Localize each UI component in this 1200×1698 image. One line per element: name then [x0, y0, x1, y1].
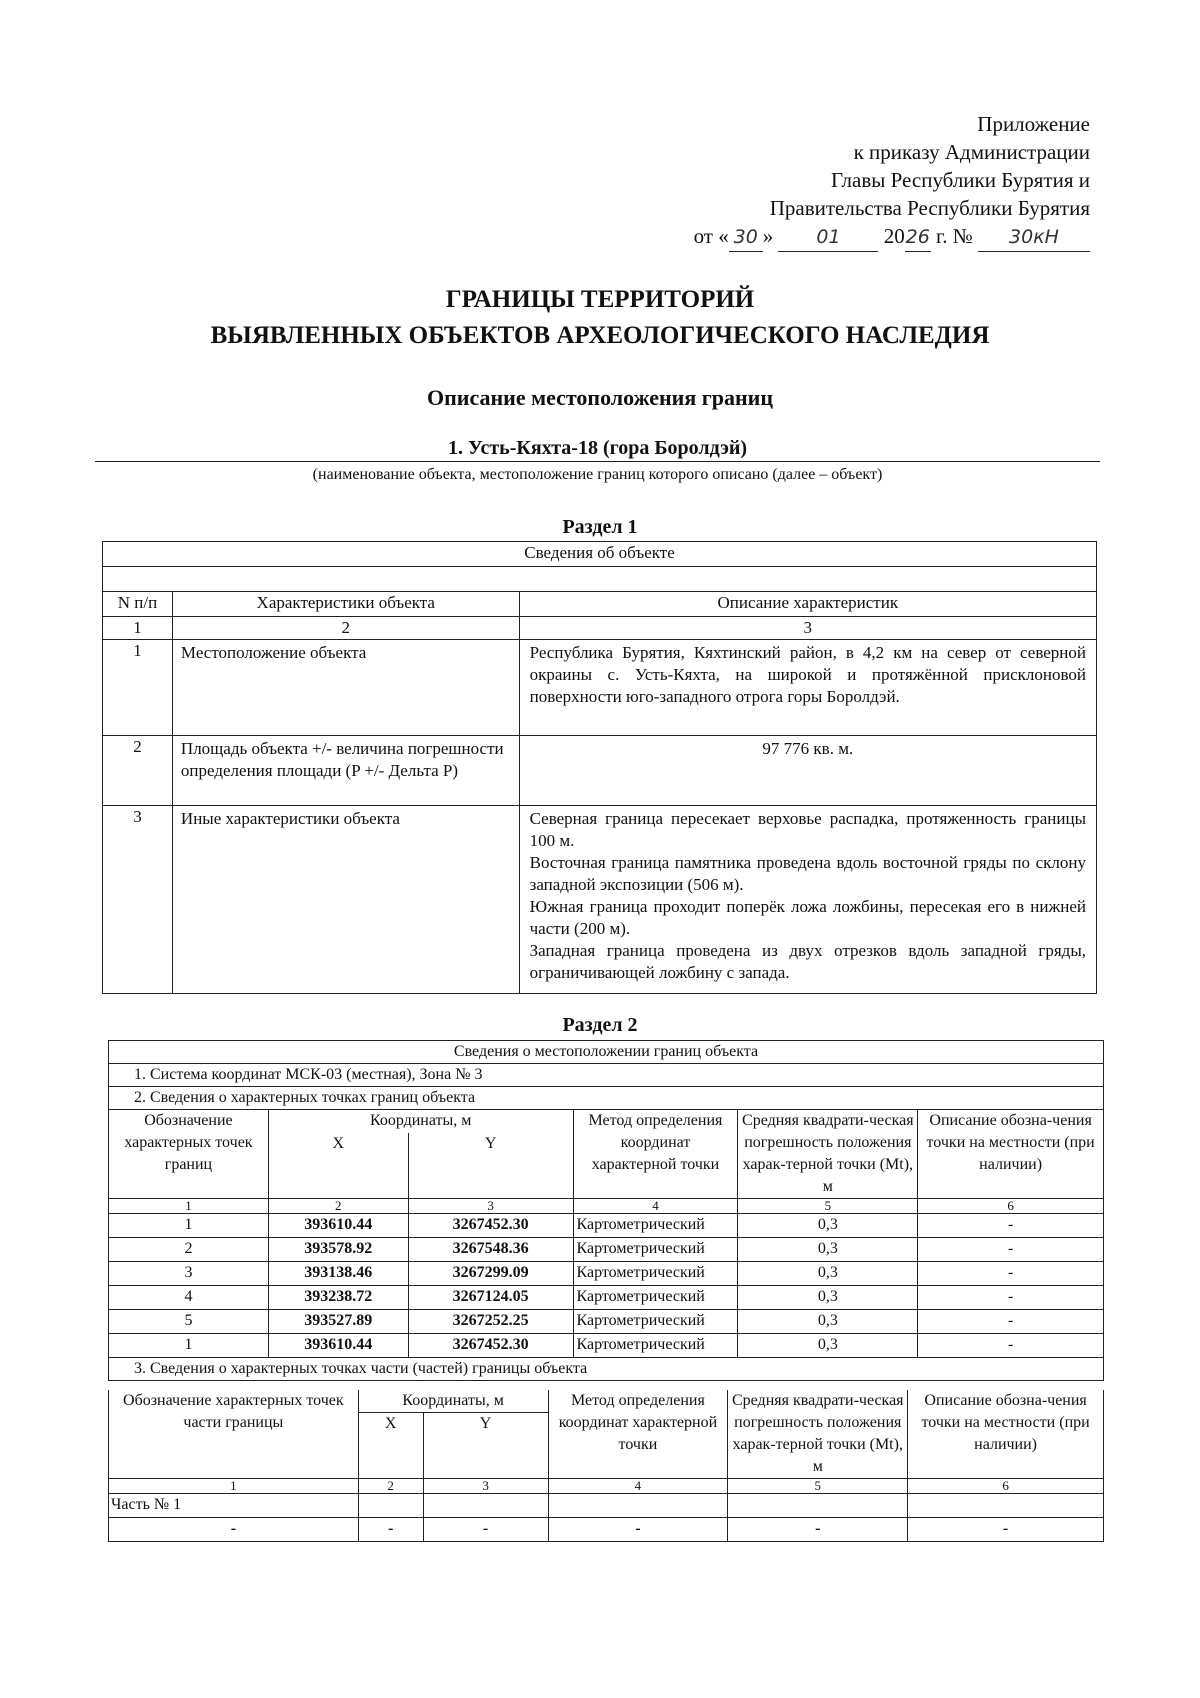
- col-number: 4: [573, 1199, 738, 1214]
- col-number-1: 1: [103, 617, 173, 640]
- table-row: [109, 1238, 1104, 1262]
- table-row: [103, 806, 1097, 994]
- south-boundary-text: Южная граница проходит поперёк ложа ложбины, пересекая его в нижней части (200 м).: [529, 897, 1086, 938]
- point-description: -: [918, 1238, 1104, 1262]
- point-x: 393138.46: [268, 1262, 408, 1286]
- col-header-characteristic: Характеристики объекта: [172, 592, 519, 617]
- order-number: 30кН: [978, 223, 1090, 252]
- point-y: 3267124.05: [408, 1286, 573, 1310]
- part-table: [108, 1390, 1104, 1542]
- point-error: 0,3: [738, 1214, 918, 1238]
- part-col-header-point-description: Описание обозна-чения точки на местности (при наличии): [908, 1390, 1104, 1479]
- date-year-suffix: 26: [905, 223, 931, 252]
- section-1-blank-row: [103, 567, 1097, 592]
- point-y: 3267299.09: [408, 1262, 573, 1286]
- point-x: 393610.44: [268, 1334, 408, 1358]
- part-heading: 3. Сведения о характерных точках части (частей) границы объекта: [109, 1358, 1104, 1381]
- col-header-error: Средняя квадрати-ческая погрешность положения харак-терной точки (Mt), м: [738, 1110, 918, 1199]
- points-heading: 2. Сведения о характерных точках границ объекта: [109, 1087, 1104, 1110]
- point-id: 4: [109, 1286, 269, 1310]
- part-col-header-x: X: [358, 1413, 423, 1479]
- col-number: 2: [268, 1199, 408, 1214]
- coord-system: 1. Система координат МСК-03 (местная), Зона № 3: [109, 1064, 1104, 1087]
- part-cell: -: [423, 1518, 548, 1542]
- point-y: 3267452.30: [408, 1214, 573, 1238]
- appendix-header: [570, 110, 1090, 222]
- point-description: -: [918, 1214, 1104, 1238]
- point-id: 1: [109, 1334, 269, 1358]
- date-number-prefix: г. №: [935, 224, 973, 248]
- point-description: -: [918, 1310, 1104, 1334]
- section-1-caption: Сведения об объекте: [103, 542, 1097, 567]
- part-cell: -: [908, 1518, 1104, 1542]
- date-year-prefix: 20: [883, 224, 905, 248]
- document-title-line-1: ГРАНИЦЫ ТЕРРИТОРИЙ: [445, 286, 755, 313]
- header-line-3: Главы Республики Бурятия и: [831, 168, 1090, 192]
- header-line-1: Приложение: [977, 112, 1090, 136]
- table-row: [109, 1214, 1104, 1238]
- point-method: Картометрический: [573, 1262, 738, 1286]
- row-characteristic: Местоположение объекта: [172, 640, 519, 736]
- date-prefix: от «: [693, 224, 729, 248]
- col-number: 6: [918, 1199, 1104, 1214]
- part-cell: -: [358, 1518, 423, 1542]
- part-cell: -: [548, 1518, 728, 1542]
- point-id: 2: [109, 1238, 269, 1262]
- date-mid: »: [762, 224, 774, 248]
- part-col-header-coords: Координаты, м: [358, 1390, 548, 1413]
- col-header-point-description: Описание обозна-чения точки на местности (при наличии): [918, 1110, 1104, 1199]
- col-number: 1: [109, 1479, 359, 1494]
- date-month: 01: [778, 223, 878, 252]
- point-method: Картометрический: [573, 1238, 738, 1262]
- point-y: 3267252.25: [408, 1310, 573, 1334]
- point-description: -: [918, 1262, 1104, 1286]
- point-error: 0,3: [738, 1334, 918, 1358]
- point-x: 393610.44: [268, 1214, 408, 1238]
- section-1-table: [102, 541, 1097, 994]
- point-method: Картометрический: [573, 1334, 738, 1358]
- col-number: 6: [908, 1479, 1104, 1494]
- north-boundary-text: Северная граница пересекает верховье распадка, протяженность границы 100 м.: [529, 809, 1086, 850]
- table-row: [109, 1262, 1104, 1286]
- point-method: Картометрический: [573, 1310, 738, 1334]
- section-1-label: Раздел 1: [562, 516, 638, 538]
- col-header-method: Метод определения координат характерной точки: [573, 1110, 738, 1199]
- point-error: 0,3: [738, 1238, 918, 1262]
- document-subtitle: Описание местоположения границ: [426, 385, 774, 410]
- point-x: 393527.89: [268, 1310, 408, 1334]
- col-header-designation: Обозначение характерных точек границ: [109, 1110, 269, 1199]
- col-number: 5: [728, 1479, 908, 1494]
- point-y: 3267548.36: [408, 1238, 573, 1262]
- section-2-table: [108, 1040, 1104, 1381]
- row-characteristic: Площадь объекта +/- величина погрешности определения площади (P +/- Дельта P): [172, 736, 519, 806]
- point-description: -: [918, 1286, 1104, 1310]
- table-row: [109, 1286, 1104, 1310]
- row-number: 3: [103, 806, 173, 994]
- row-description: Республика Бурятия, Кяхтинский район, в 4,2 км на север от северной окраины с. Усть-Кяхта, на широкой и протяжённой присклоновой поверхности юго-западного отрога горы Боролдэй.: [519, 640, 1096, 736]
- col-header-x: X: [268, 1133, 408, 1199]
- point-x: 393238.72: [268, 1286, 408, 1310]
- point-x: 393578.92: [268, 1238, 408, 1262]
- table-row: [103, 640, 1097, 736]
- col-header-description: Описание характеристик: [519, 592, 1096, 617]
- col-number-2: 2: [172, 617, 519, 640]
- table-row: [109, 1310, 1104, 1334]
- date-day: 30: [729, 223, 763, 252]
- object-caption: (наименование объекта, местоположение границ которого описано (далее – объект): [312, 466, 883, 483]
- col-header-y: Y: [408, 1133, 573, 1199]
- row-number: 1: [103, 640, 173, 736]
- part-label: Часть № 1: [109, 1494, 359, 1518]
- table-row: [109, 1518, 1104, 1542]
- row-description: [519, 806, 1096, 994]
- object-name: 1. Усть-Кяхта-18 (гора Боролдэй): [95, 437, 1100, 462]
- point-id: 1: [109, 1214, 269, 1238]
- part-cell: -: [109, 1518, 359, 1542]
- point-method: Картометрический: [573, 1286, 738, 1310]
- table-row: [103, 736, 1097, 806]
- col-header-number: N п/п: [103, 592, 173, 617]
- col-number-3: 3: [519, 617, 1096, 640]
- part-col-header-method: Метод определения координат характерной точки: [548, 1390, 728, 1479]
- row-characteristic: Иные характеристики объекта: [172, 806, 519, 994]
- table-row: [109, 1334, 1104, 1358]
- col-number: 4: [548, 1479, 728, 1494]
- point-error: 0,3: [738, 1262, 918, 1286]
- point-error: 0,3: [738, 1310, 918, 1334]
- order-date-line: [570, 222, 1090, 252]
- col-number: 3: [423, 1479, 548, 1494]
- east-boundary-text: Восточная граница памятника проведена вдоль восточной гряды по склону западной экспозиции (506 м).: [529, 853, 1086, 894]
- col-number: 2: [358, 1479, 423, 1494]
- point-y: 3267452.30: [408, 1334, 573, 1358]
- part-col-header-error: Средняя квадрати-ческая погрешность положения харак-терной точки (Mt), м: [728, 1390, 908, 1479]
- col-number: 1: [109, 1199, 269, 1214]
- header-line-2: к приказу Администрации: [853, 140, 1090, 164]
- section-2-label: Раздел 2: [562, 1014, 638, 1036]
- point-id: 3: [109, 1262, 269, 1286]
- section-2-caption: Сведения о местоположении границ объекта: [109, 1041, 1104, 1064]
- part-col-header-designation: Обозначение характерных точек части границы: [109, 1390, 359, 1479]
- point-error: 0,3: [738, 1286, 918, 1310]
- row-number: 2: [103, 736, 173, 806]
- col-number: 5: [738, 1199, 918, 1214]
- point-method: Картометрический: [573, 1214, 738, 1238]
- col-header-coords: Координаты, м: [268, 1110, 573, 1133]
- row-description: 97 776 кв. м.: [519, 736, 1096, 806]
- part-cell: -: [728, 1518, 908, 1542]
- point-id: 5: [109, 1310, 269, 1334]
- west-boundary-text: Западная граница проведена из двух отрезков вдоль западной гряды, ограничивающей ложбину с запада.: [529, 941, 1086, 982]
- point-description: -: [918, 1334, 1104, 1358]
- header-line-4: Правительства Республики Бурятия: [769, 196, 1090, 220]
- document-title-line-2: ВЫЯВЛЕННЫХ ОБЪЕКТОВ АРХЕОЛОГИЧЕСКОГО НАСЛЕДИЯ: [210, 322, 990, 349]
- col-number: 3: [408, 1199, 573, 1214]
- part-col-header-y: Y: [423, 1413, 548, 1479]
